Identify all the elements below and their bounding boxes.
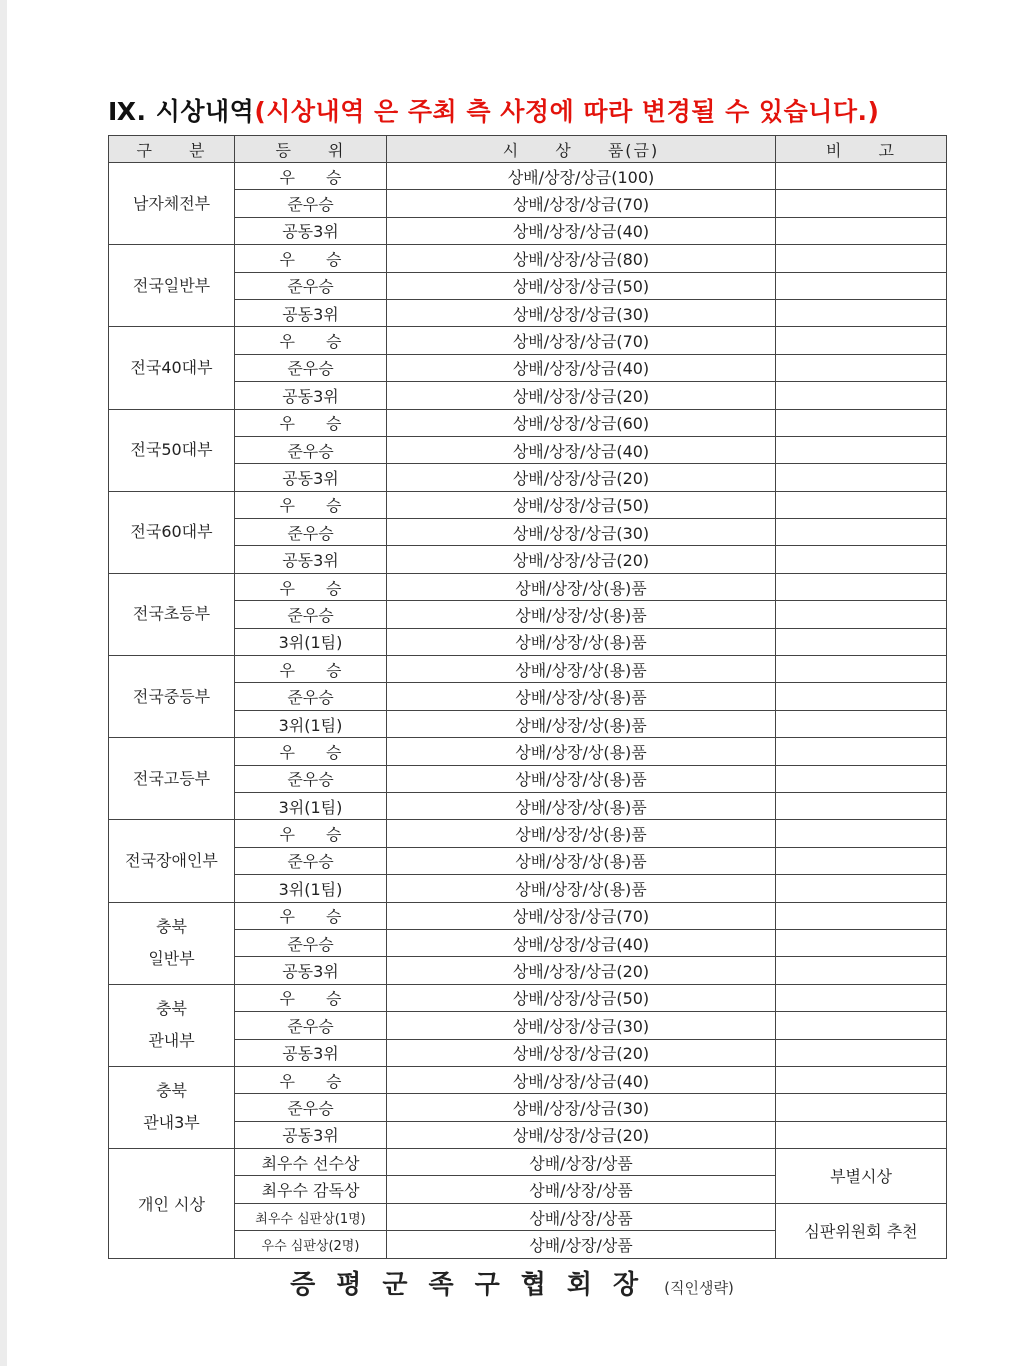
remarks-cell — [776, 683, 947, 710]
rank-cell: 준우승 — [235, 683, 387, 710]
rank-cell: 준우승 — [235, 765, 387, 792]
prize-cell: 상배/상장/상금(70) — [387, 327, 776, 354]
table-row — [109, 765, 947, 792]
rank-cell: 준우승 — [235, 190, 387, 217]
prize-cell: 상배/상장/상(용)품 — [387, 628, 776, 655]
prize-cell: 상배/상장/상(용)품 — [387, 875, 776, 902]
table-row — [109, 409, 947, 436]
table-row — [109, 656, 947, 683]
division-label: 전국50대부 — [130, 440, 213, 460]
prize-cell: 상배/상장/상(용)품 — [387, 573, 776, 600]
prize-cell: 상배/상장/상금(20) — [387, 546, 776, 573]
header-remarks: 비 고 — [776, 136, 947, 163]
rank-cell: 준우승 — [235, 519, 387, 546]
division-cell — [109, 573, 235, 655]
prize-cell: 상배/상장/상(용)품 — [387, 656, 776, 683]
prize-cell: 상배/상장/상(용)품 — [387, 738, 776, 765]
table-row — [109, 1039, 947, 1066]
remarks-cell — [776, 217, 947, 244]
remarks-cell — [776, 1039, 947, 1066]
table-row — [109, 436, 947, 463]
remarks-cell — [776, 820, 947, 847]
table-row — [109, 1121, 947, 1148]
division-label: 남자체전부 — [132, 193, 211, 213]
remarks-cell — [776, 957, 947, 984]
division-cell — [109, 491, 235, 573]
prize-cell: 상배/상장/상금(40) — [387, 354, 776, 381]
table-row — [109, 245, 947, 272]
rank-cell: 우 승 — [235, 820, 387, 847]
table-row — [109, 299, 947, 326]
rank-cell: 공동3위 — [235, 1121, 387, 1148]
division-label: 전국고등부 — [132, 768, 211, 788]
remarks-cell — [776, 792, 947, 819]
rank-cell: 우 승 — [235, 656, 387, 683]
table-row — [109, 190, 947, 217]
prize-cell: 상배/상장/상(용)품 — [387, 792, 776, 819]
rank-cell: 우 승 — [235, 984, 387, 1011]
table-row — [109, 354, 947, 381]
table-row — [109, 1203, 947, 1230]
division-cell — [109, 820, 235, 902]
rank-cell: 공동3위 — [235, 957, 387, 984]
remarks-cell — [776, 436, 947, 463]
prize-cell: 상배/상장/상금(20) — [387, 382, 776, 409]
rank-cell: 우 승 — [235, 1066, 387, 1093]
prize-cell: 상배/상장/상금(30) — [387, 519, 776, 546]
division-cell — [109, 327, 235, 409]
prize-cell: 상배/상장/상금(20) — [387, 957, 776, 984]
rank-cell: 우 승 — [235, 327, 387, 354]
header-prize: 시 상 품(금) — [387, 136, 776, 163]
prize-cell: 상배/상장/상(용)품 — [387, 765, 776, 792]
section-notice: (시상내역 은 주최 측 사정에 따라 변경될 수 있습니다.) — [254, 97, 880, 126]
prize-cell: 상배/상장/상금(40) — [387, 436, 776, 463]
remarks-cell — [776, 546, 947, 573]
rank-cell: 준우승 — [235, 272, 387, 299]
prize-cell: 상배/상장/상(용)품 — [387, 847, 776, 874]
rank-cell: 공동3위 — [235, 299, 387, 326]
rank-cell: 우 승 — [235, 163, 387, 190]
header-rank: 등 위 — [235, 136, 387, 163]
rank-cell: 우 승 — [235, 409, 387, 436]
remarks-cell — [776, 409, 947, 436]
remarks-cell — [776, 327, 947, 354]
remarks-cell — [776, 190, 947, 217]
remarks-cell — [776, 738, 947, 765]
section-heading — [108, 92, 879, 128]
division-cell — [109, 245, 235, 327]
rank-cell: 3위(1팀) — [235, 710, 387, 737]
prize-cell: 상배/상장/상(용)품 — [387, 820, 776, 847]
remarks-cell: 심판위원회 추천 — [776, 1203, 947, 1258]
organization-name: 증평군족구협회장 — [290, 1270, 660, 1300]
table-row — [109, 491, 947, 518]
rank-cell: 준우승 — [235, 601, 387, 628]
division-label: 관내3부 — [143, 1113, 200, 1133]
award-name-cell: 우수 심판상(2명) — [235, 1231, 387, 1258]
award-name-cell: 최우수 감독상 — [235, 1176, 387, 1203]
prize-cell: 상배/상장/상금(40) — [387, 1066, 776, 1093]
remarks-cell — [776, 765, 947, 792]
seal-omitted-note: (직인생략) — [664, 1279, 734, 1297]
rank-cell: 준우승 — [235, 929, 387, 956]
division-cell — [109, 902, 235, 984]
remarks-cell — [776, 628, 947, 655]
prize-cell: 상배/상장/상금(50) — [387, 984, 776, 1011]
remarks-cell: 부별시상 — [776, 1149, 947, 1204]
division-label: 전국일반부 — [132, 275, 211, 295]
prize-cell: 상배/상장/상금(70) — [387, 902, 776, 929]
division-cell — [109, 738, 235, 820]
division-cell — [109, 409, 235, 491]
rank-cell: 준우승 — [235, 1012, 387, 1039]
rank-cell: 3위(1팀) — [235, 875, 387, 902]
rank-cell: 준우승 — [235, 847, 387, 874]
prize-table-body — [109, 163, 947, 1259]
prize-cell: 상배/상장/상금(70) — [387, 190, 776, 217]
table-row — [109, 163, 947, 190]
remarks-cell — [776, 902, 947, 929]
table-row — [109, 1149, 947, 1176]
rank-cell: 준우승 — [235, 436, 387, 463]
table-row — [109, 683, 947, 710]
table-row — [109, 984, 947, 1011]
remarks-cell — [776, 656, 947, 683]
division-cell: 개인 시상 — [109, 1149, 235, 1259]
prize-cell: 상배/상장/상품 — [387, 1203, 776, 1230]
prize-cell: 상배/상장/상금(40) — [387, 929, 776, 956]
section-title: Ⅸ. 시상내역 — [108, 97, 255, 126]
remarks-cell — [776, 519, 947, 546]
table-row — [109, 573, 947, 600]
rank-cell: 3위(1팀) — [235, 628, 387, 655]
division-cell — [109, 656, 235, 738]
table-row — [109, 792, 947, 819]
division-label: 충북 — [156, 999, 187, 1019]
rank-cell: 공동3위 — [235, 217, 387, 244]
rank-cell: 공동3위 — [235, 464, 387, 491]
remarks-cell — [776, 1094, 947, 1121]
remarks-cell — [776, 1066, 947, 1093]
division-cell — [109, 163, 235, 245]
rank-cell: 우 승 — [235, 902, 387, 929]
table-row — [109, 957, 947, 984]
remarks-cell — [776, 272, 947, 299]
prize-table — [108, 135, 947, 1259]
table-row — [109, 710, 947, 737]
footer-signature — [0, 1264, 1024, 1301]
rank-cell: 공동3위 — [235, 546, 387, 573]
table-row — [109, 738, 947, 765]
award-name-cell: 최우수 심판상(1명) — [235, 1203, 387, 1230]
table-row — [109, 382, 947, 409]
prize-cell: 상배/상장/상금(50) — [387, 491, 776, 518]
division-label: 충북 — [156, 917, 187, 937]
prize-cell: 상배/상장/상금(30) — [387, 299, 776, 326]
division-label: 관내부 — [148, 1031, 195, 1051]
rank-cell: 우 승 — [235, 573, 387, 600]
prize-cell: 상배/상장/상품 — [387, 1231, 776, 1258]
prize-cell: 상배/상장/상금(30) — [387, 1094, 776, 1121]
table-row — [109, 847, 947, 874]
prize-cell: 상배/상장/상품 — [387, 1149, 776, 1176]
table-row — [109, 519, 947, 546]
prize-cell: 상배/상장/상금(20) — [387, 464, 776, 491]
table-header-row — [109, 136, 947, 163]
remarks-cell — [776, 1121, 947, 1148]
table-row — [109, 1012, 947, 1039]
rank-cell: 준우승 — [235, 354, 387, 381]
table-row — [109, 327, 947, 354]
prize-cell: 상배/상장/상금(50) — [387, 272, 776, 299]
award-name-cell: 최우수 선수상 — [235, 1149, 387, 1176]
division-label: 전국장애인부 — [125, 850, 218, 870]
remarks-cell — [776, 710, 947, 737]
division-label: 전국40대부 — [130, 357, 213, 377]
division-label: 전국중등부 — [132, 686, 211, 706]
prize-cell: 상배/상장/상(용)품 — [387, 683, 776, 710]
prize-cell: 상배/상장/상(용)품 — [387, 601, 776, 628]
rank-cell: 공동3위 — [235, 382, 387, 409]
prize-cell: 상배/상장/상금(30) — [387, 1012, 776, 1039]
rank-cell: 우 승 — [235, 491, 387, 518]
division-cell — [109, 1066, 235, 1148]
prize-cell: 상배/상장/상금(20) — [387, 1121, 776, 1148]
remarks-cell — [776, 601, 947, 628]
remarks-cell — [776, 299, 947, 326]
prize-cell: 상배/상장/상(용)품 — [387, 710, 776, 737]
table-row — [109, 875, 947, 902]
table-row — [109, 464, 947, 491]
table-row — [109, 217, 947, 244]
remarks-cell — [776, 847, 947, 874]
rank-cell: 공동3위 — [235, 1039, 387, 1066]
table-row — [109, 601, 947, 628]
table-row — [109, 820, 947, 847]
rank-cell: 우 승 — [235, 245, 387, 272]
remarks-cell — [776, 382, 947, 409]
prize-cell: 상배/상장/상금(80) — [387, 245, 776, 272]
prize-cell: 상배/상장/상금(40) — [387, 217, 776, 244]
remarks-cell — [776, 573, 947, 600]
remarks-cell — [776, 464, 947, 491]
remarks-cell — [776, 354, 947, 381]
table-row — [109, 272, 947, 299]
division-label: 일반부 — [148, 949, 195, 969]
page-left-edge — [0, 0, 7, 1366]
remarks-cell — [776, 929, 947, 956]
remarks-cell — [776, 1012, 947, 1039]
prize-cell: 상배/상장/상금(20) — [387, 1039, 776, 1066]
rank-cell: 우 승 — [235, 738, 387, 765]
remarks-cell — [776, 984, 947, 1011]
division-cell — [109, 984, 235, 1066]
prize-cell: 상배/상장/상금(100) — [387, 163, 776, 190]
table-row — [109, 546, 947, 573]
table-row — [109, 929, 947, 956]
table-row — [109, 628, 947, 655]
header-category: 구 분 — [109, 136, 235, 163]
rank-cell: 3위(1팀) — [235, 792, 387, 819]
prize-cell: 상배/상장/상금(60) — [387, 409, 776, 436]
remarks-cell — [776, 245, 947, 272]
division-label: 충북 — [156, 1081, 187, 1101]
table-row — [109, 1066, 947, 1093]
remarks-cell — [776, 875, 947, 902]
prize-cell: 상배/상장/상품 — [387, 1176, 776, 1203]
table-row — [109, 1094, 947, 1121]
division-label: 전국60대부 — [130, 522, 213, 542]
rank-cell: 준우승 — [235, 1094, 387, 1121]
division-label: 전국초등부 — [132, 604, 211, 624]
remarks-cell — [776, 163, 947, 190]
remarks-cell — [776, 491, 947, 518]
table-row — [109, 902, 947, 929]
